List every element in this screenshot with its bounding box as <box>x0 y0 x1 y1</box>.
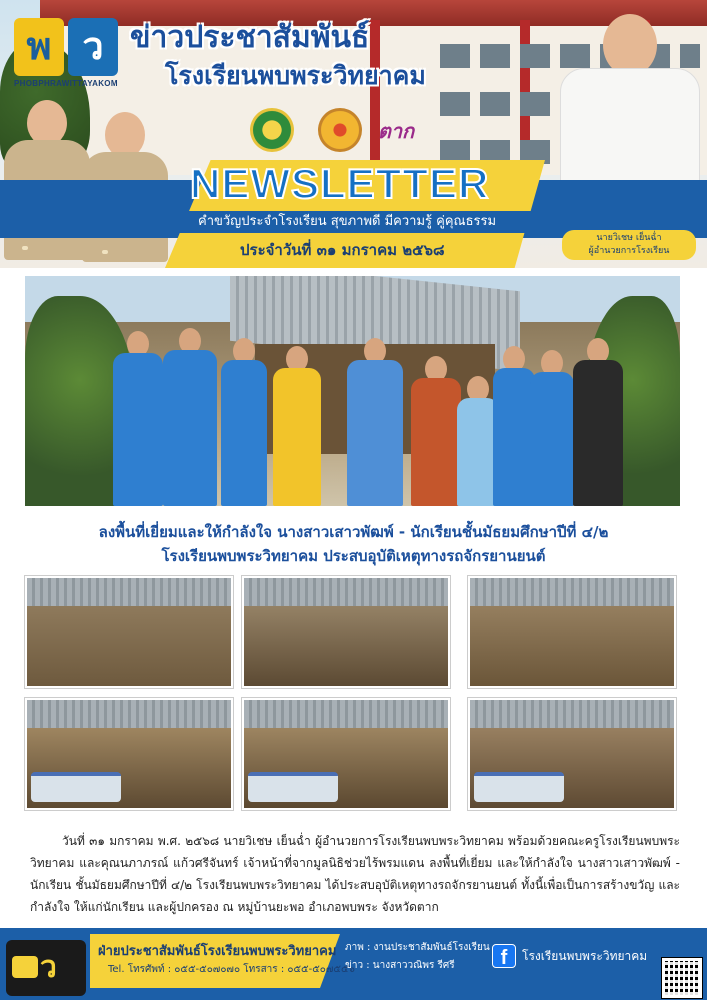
person-figure <box>221 338 267 506</box>
director-name: นายวิเชษ เย็นฉ่ำ <box>596 233 662 243</box>
footer-telephone: Tel. โทรศัพท์ : ๐๕๕-๕๐๗๐๗๐ โทรสาร : ๐๕๕-๕๐๗๕๕๖ <box>108 964 355 975</box>
logo-letter: ว <box>68 18 118 76</box>
newsletter-wordmark: NEWSLETTER <box>190 160 490 207</box>
nameplate <box>102 250 108 254</box>
person-figure <box>530 350 574 506</box>
gallery-photo <box>25 698 233 810</box>
qr-code-icon[interactable] <box>662 958 702 998</box>
person-figure <box>113 331 163 506</box>
logo-caption: PHOBPHRAWITTAYAKOM <box>14 79 118 88</box>
article-body: วันที่ ๓๑ มกราคม พ.ศ. ๒๕๖๘ นายวิเชษ เย็นฉ่ำ ผู้อำนวยการโรงเรียนพบพระวิทยาคม พร้อมด้วยคณะครูโรงเรียนพบพระวิทยาคม และคุณนภาภรณ์ แก้วศรีจันทร์ เจ้าหน้าที่จากมูลนิธิช่วยไร้พรมแดน ลงพื้นที่เยี่ยม และให้กำลังใจ นางสาวเสาวพัฒพ์ - นักเรียน ชั้นมัธยมศึกษาปีที่ ๔/๒ โรงเรียนพบพระวิทยาคม ได้ประสบอุบัติเหตุทางรถจักรยานยนต์ ทั้งนี้เพื่อเป็นการสร้างขวัญ และกำลังใจ ให้แก่นักเรียน และผู้ปกครอง ณ หมู่บ้านยะพอ อำเภอพบพระ จังหวัดตาก <box>30 834 680 914</box>
headline-line-2: โรงเรียนพบพระวิทยาคม ประสบอุบัติเหตุทางรถจักรยานยนต์ <box>161 547 546 565</box>
person-figure <box>411 356 461 506</box>
logo-letter: พ <box>14 18 64 76</box>
province-logo: ตาก <box>377 119 415 143</box>
camera-icon <box>12 956 38 978</box>
school-name: โรงเรียนพบพระวิทยาคม <box>165 61 426 90</box>
gallery-photo <box>242 698 450 810</box>
gallery-photo <box>242 576 450 688</box>
logo-letter: ว <box>40 951 57 984</box>
gallery-photo <box>25 576 233 688</box>
page-title: ข่าวประชาสัมพันธ์ <box>130 20 370 55</box>
person-figure <box>493 346 535 506</box>
main-group-photo <box>25 276 680 506</box>
person-figure <box>573 338 623 506</box>
school-logo <box>14 18 124 90</box>
nameplate <box>22 246 28 250</box>
person-figure <box>347 338 403 506</box>
person-figure <box>273 346 321 506</box>
headline-line-1: ลงพื้นที่เยี่ยมและให้กำลังใจ นางสาวเสาวพัฒพ์ - นักเรียนชั้นมัธยมศึกษาปีที่ ๔/๒ <box>98 523 609 541</box>
gallery-photo <box>468 576 676 688</box>
facebook-page-link[interactable]: โรงเรียนพบพระวิทยาคม <box>522 949 648 963</box>
photo-credit: ภาพ : งานประชาสัมพันธ์โรงเรียน <box>345 942 490 953</box>
seal-icon <box>250 108 294 152</box>
seal-icon <box>318 108 362 152</box>
pr-unit-logo <box>6 940 86 996</box>
issue-date: ประจำวันที่ ๓๑ มกราคม ๒๕๖๘ <box>240 241 445 259</box>
footer-department: ฝ่ายประชาสัมพันธ์โรงเรียนพบพระวิทยาคม <box>98 944 337 959</box>
director-title: ผู้อำนวยการโรงเรียน <box>588 246 670 256</box>
school-slogan: คำขวัญประจำโรงเรียน สุขภาพดี มีความรู้ คู่คุณธรรม <box>178 211 558 233</box>
official-seals <box>250 108 430 156</box>
person-figure <box>163 328 217 506</box>
director-label <box>562 230 696 260</box>
news-credit: ข่าว : นางสาววณิพร รีศรี <box>345 960 455 971</box>
gallery-photo <box>468 698 676 810</box>
facebook-icon[interactable]: f <box>492 944 516 968</box>
